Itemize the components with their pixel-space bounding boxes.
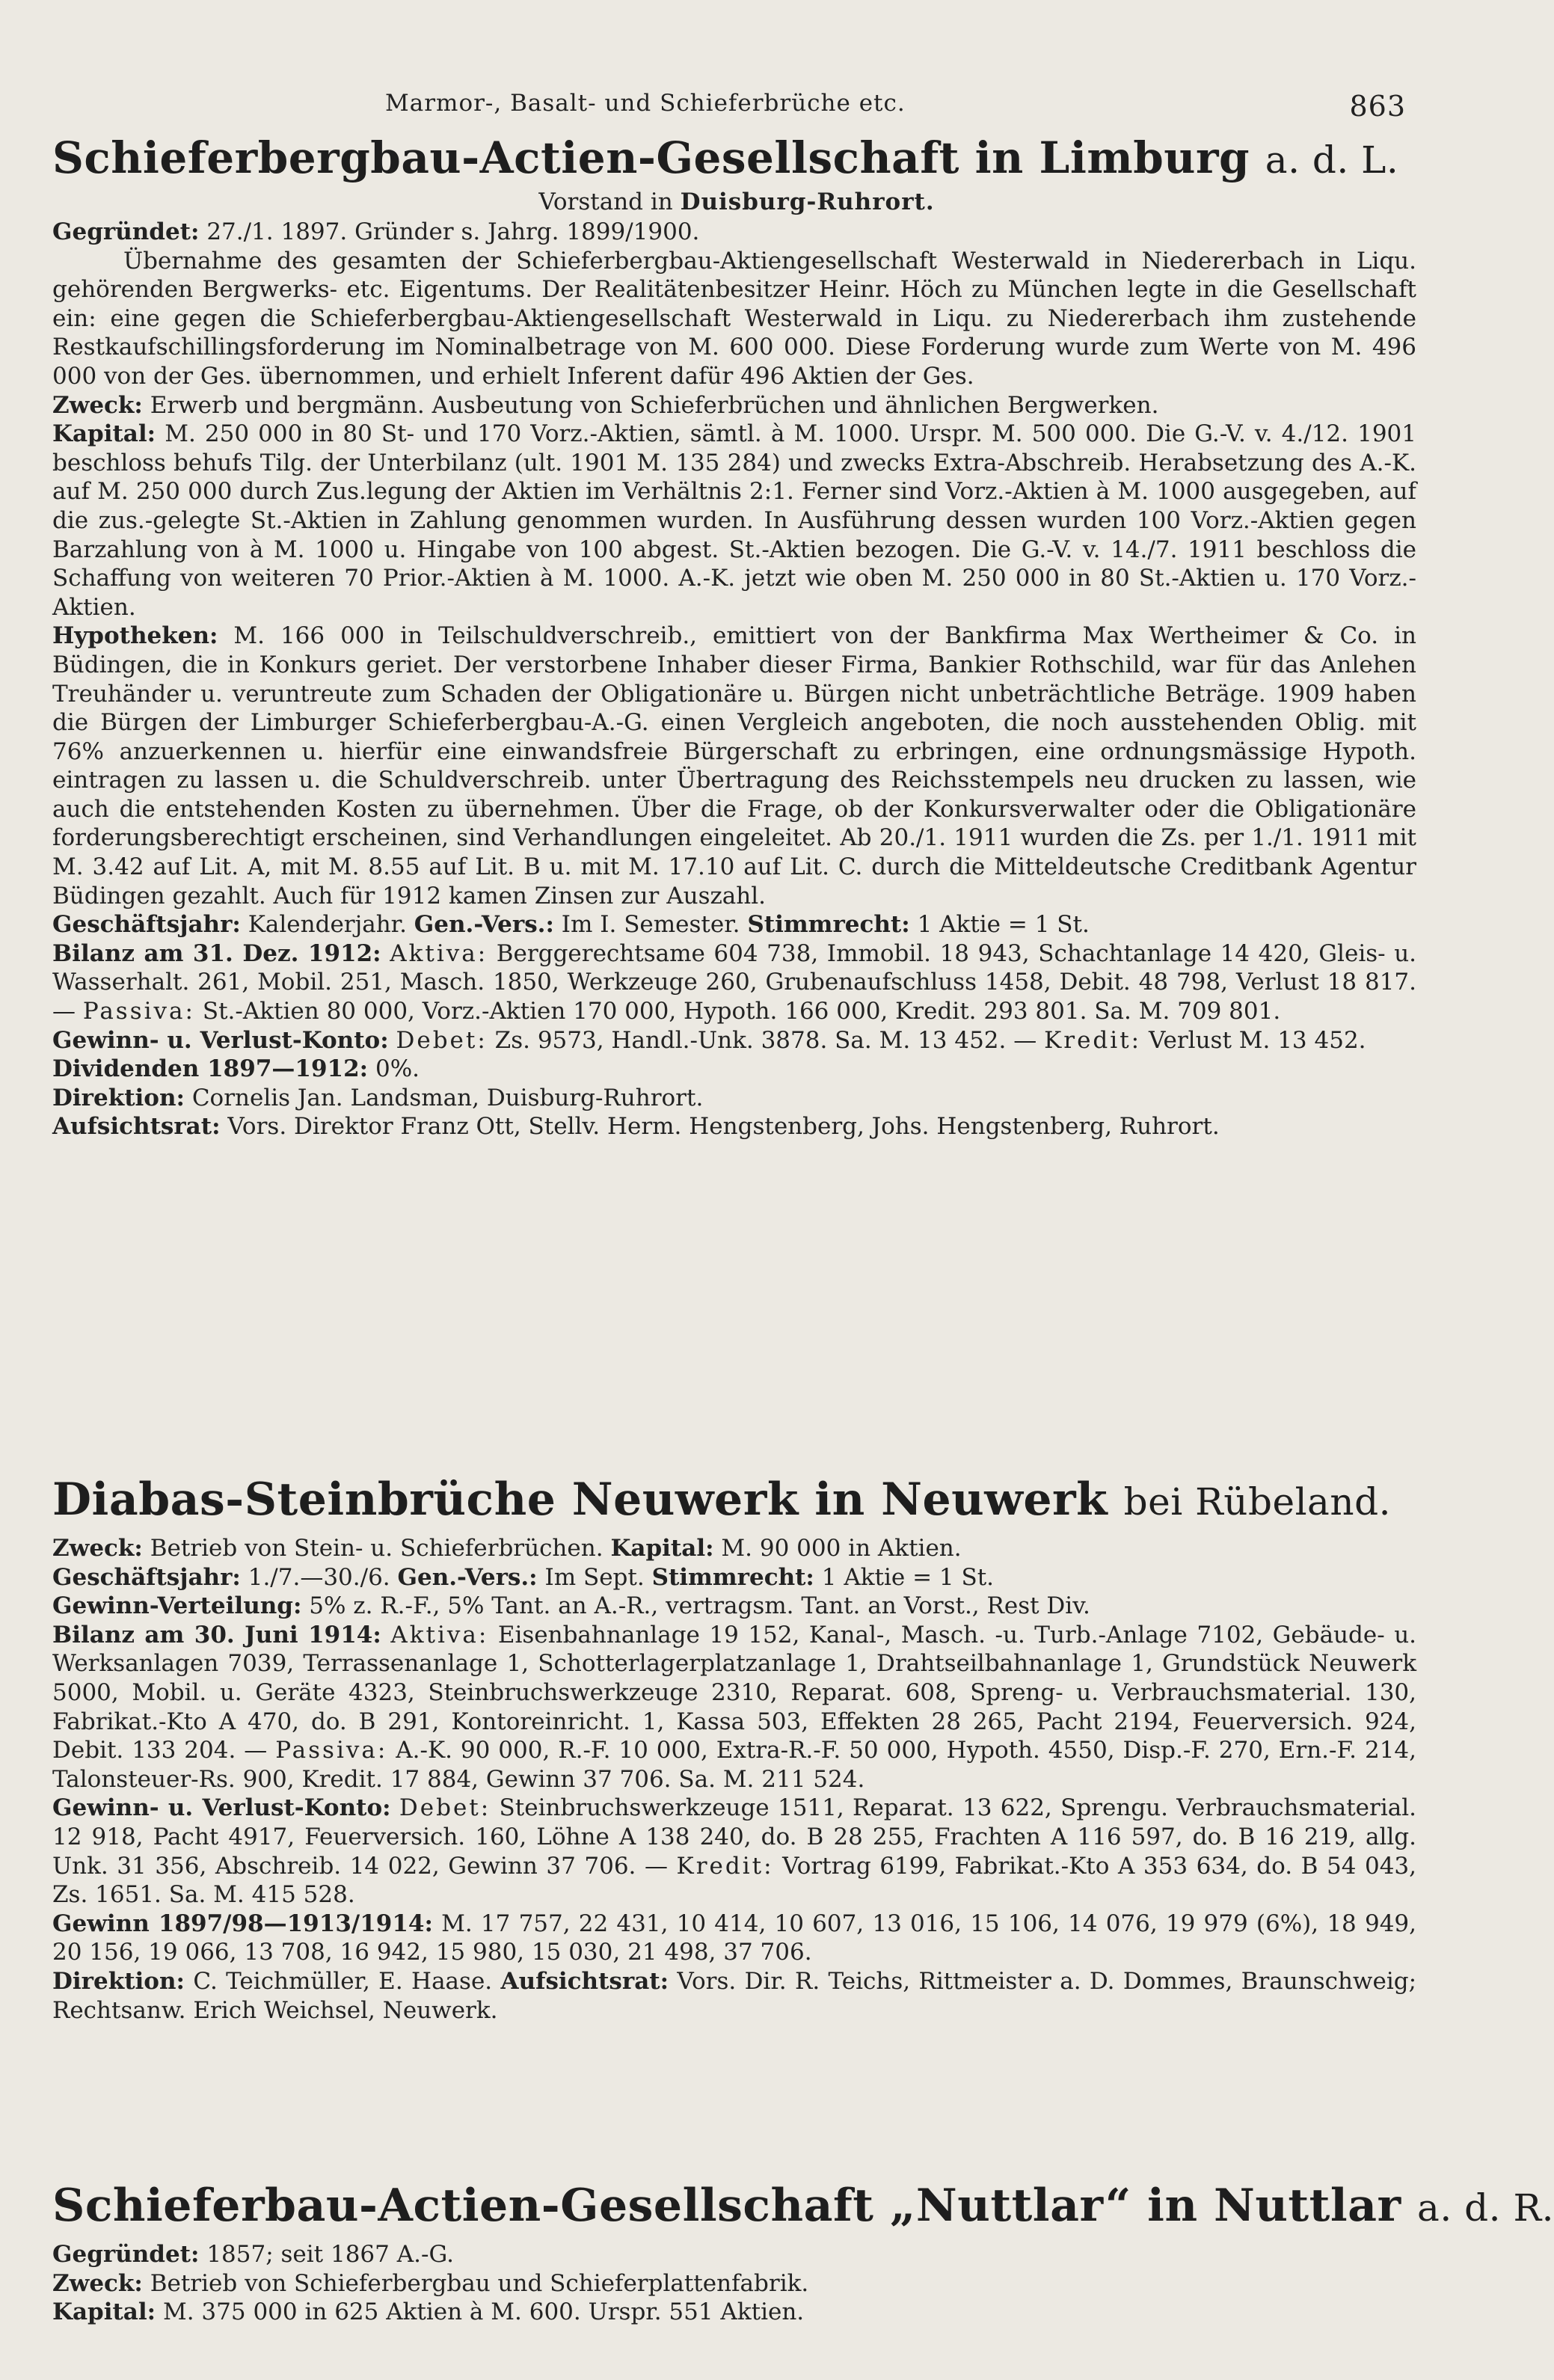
label: Kapital: — [52, 2298, 156, 2326]
label: Direktion: — [52, 1967, 185, 1995]
label: Gewinn- u. Verlust-Konto: — [52, 1026, 389, 1054]
debet-label: Debet: — [396, 1026, 488, 1054]
aufsichtsrat-para — [52, 1112, 1416, 1141]
label: Zweck: — [52, 2269, 143, 2297]
label: Bilanz am 30. Juni 1914: — [52, 1621, 381, 1648]
value: 5% z. R.-F., 5% Tant. an A.-R., vertragsm. Tant. an Vorst., Rest Div. — [309, 1592, 1090, 1620]
entry-title — [52, 2177, 1554, 2237]
value: M. 166 000 in Teilschuldverschreib., emittiert von der Bankfirma Max Wertheimer & Co. in Büdingen, die in Konkurs geriet. Der verstorbene Inhaber dieser Firma, Bankier Rothschild, war für das Anlehen Treuhänder u. veruntreute zum Schaden der Obligationäre u. Bürgen nicht unbeträchtliche Beträge. 1909 haben die Bürgen der Limburger Schieferbergbau-A.-G. einen Vergleich angeboten, die noch ausstehenden Oblig. mit 76% anzuerkennen u. hierfür eine einwandsfreie Bürgerschaft zu erbringen, eine ordnungsmässige Hypoth. eintragen zu lassen u. die Schuldverschreib. unter Übertragung des Reichsstempels neu drucken zu lassen, wie auch die entstehenden Kosten zu übernehmen. Über die Frage, ob der Konkursverwalter oder die Obligationäre forderungsberechtigt erscheinen, sind Verhandlungen eingeleitet. Ab 20./1. 1911 wurden die Zs. per 1./1. 1911 mit M. 3.42 auf Lit. A, mit M. 8.55 auf Lit. B u. mit M. 17.10 auf Lit. C. durch die Mitteldeutsche Creditbank Agentur Büdingen gezahlt. Auch für 1912 kamen Zinsen zur Auszahl. — [52, 622, 1416, 910]
value: 1 Aktie = 1 St. — [917, 911, 1090, 939]
label: Gen.-Vers.: — [414, 911, 554, 939]
kapital-para — [52, 420, 1416, 622]
entry-nuttlar — [52, 2177, 1554, 2327]
direktion-para — [52, 1967, 1416, 2025]
gewinn-para — [52, 1910, 1416, 1967]
value: St.-Aktien 80 000, Vorz.-Aktien 170 000, Hypoth. 166 000, Kredit. 293 801. Sa. M. 709 801. — [202, 998, 1281, 1025]
label: Gewinn 1897/98—1913/1914: — [52, 1910, 433, 1937]
value: 1 Aktie = 1 St. — [821, 1563, 995, 1591]
label: Dividenden 1897—1912: — [52, 1055, 369, 1083]
label: Stimmrecht: — [747, 911, 910, 939]
passiva-label: Passiva: — [275, 1737, 388, 1764]
label: Hypotheken: — [52, 622, 218, 650]
bilanz-para — [52, 939, 1416, 1026]
kredit-label: Kredit: — [676, 1852, 774, 1880]
aktiva-label: Aktiva: — [390, 1621, 489, 1648]
value: Betrieb von Stein- u. Schieferbrüchen. — [150, 1535, 604, 1562]
value: Erwerb und bergmänn. Ausbeutung von Schieferbrüchen und ähnlichen Bergwerken. — [150, 391, 1159, 419]
label: Zweck: — [52, 391, 143, 419]
label: Zweck: — [52, 1535, 143, 1562]
debet-label: Debet: — [399, 1794, 491, 1822]
value: M. 17 757, 22 431, 10 414, 10 607, 13 016, 15 106, 14 076, 19 979 (6%), 18 949, 20 156, 19 066, 13 708, 16 942, 15 980, 15 030, 21 498, 37 706. — [52, 1910, 1416, 1966]
value: Kalenderjahr. — [248, 911, 407, 939]
running-head — [52, 25, 1421, 130]
label: Direktion: — [52, 1084, 185, 1111]
label: Aufsichtsrat: — [52, 1113, 221, 1141]
entry-title-suffix: bei Rübeland. — [1123, 1480, 1391, 1524]
aktiva-label: Aktiva: — [390, 939, 488, 967]
zweck-para — [52, 2269, 1416, 2298]
document-page — [52, 25, 1554, 2329]
value: M. 90 000 in Aktien. — [721, 1535, 962, 1562]
label: Gewinn-Verteilung: — [52, 1592, 302, 1620]
vorstand-line — [52, 188, 1421, 216]
geschaeftsjahr-para — [52, 1563, 1416, 1592]
value: Vortrag 6199, Fabrikat.-Kto A 353 634, do. B 54 043, Zs. 1651. Sa. M. 415 528. — [52, 1852, 1417, 1909]
entry-body — [52, 1534, 1421, 2025]
entry-title-main: Schieferbergbau-Actien-Gesellschaft in Limburg — [52, 132, 1250, 183]
value: Eisenbahnanlage 19 152, Kanal-, Masch. -u. Turb.-Anlage 7102, Gebäude- u. Werksanlagen 7039, Terrassenanlage 1, Schotterlagerplatzanlage 1, Drahtseilbahnanlage 1, Grundstück Neuwerk 5000, Mobil. u. Geräte 4323, Steinbruchswerkzeuge 2310, Reparat. 608, Spreng- u. Verbrauchsmaterial. 130, Fabrikat.-Kto A 470, do. B 291, Kontoreinricht. 1, Kassa 503, Effekten 28 265, Pacht 2194, Feuerversich. 924, Debit. 133 204. — — [52, 1621, 1417, 1764]
gewinnverteilung-para — [52, 1592, 1416, 1621]
vorstand-label: Vorstand in — [538, 188, 673, 215]
page-number: 863 — [1349, 90, 1406, 123]
zweck-para — [52, 391, 1416, 420]
entry-neuwerk — [52, 1470, 1421, 2025]
entry-body — [52, 2240, 1421, 2327]
value: 1./7.—30./6. — [248, 1563, 390, 1591]
geschaeftsjahr-para — [52, 910, 1416, 939]
entry-title-suffix: a. d. R. — [1417, 2186, 1554, 2230]
value: Im Sept. — [544, 1563, 645, 1591]
value: Betrieb von Schieferbergbau und Schieferplattenfabrik. — [150, 2269, 809, 2297]
label: Bilanz am 31. Dez. 1912: — [52, 939, 381, 967]
guv-para — [52, 1026, 1416, 1055]
bilanz-para — [52, 1621, 1416, 1794]
value: Cornelis Jan. Landsman, Duisburg-Ruhrort. — [191, 1084, 704, 1111]
value: Im I. Semester. — [561, 911, 740, 939]
entry-title-main: Diabas-Steinbrüche Neuwerk in Neuwerk — [52, 1473, 1108, 1526]
value: Vors. Dir. R. Teichs, Rittmeister a. D. Dommes, Braunschweig; Rechtsanw. Erich Weichsel, Neuwerk. — [52, 1967, 1417, 2024]
hypotheken-para — [52, 622, 1416, 910]
gegruendet-para — [52, 218, 1416, 247]
label: Aufsichtsrat: — [500, 1967, 669, 1995]
value: Zs. 9573, Handl.-Unk. 3878. Sa. M. 13 452. — — [494, 1026, 1037, 1054]
running-head-title: Marmor-, Basalt- und Schieferbrüche etc. — [385, 90, 906, 117]
direktion-para — [52, 1084, 1416, 1113]
value: Steinbruchswerkzeuge 1511, Reparat. 13 622, Sprengu. Verbrauchsmaterial. 12 918, Pacht 4917, Feuerversich. 160, Löhne A 138 240, do. B 28 255, Frachten A 116 597, do. B 16 219, allg. Unk. 31 356, Abschreib. 14 022, Gewinn 37 706. — — [52, 1794, 1416, 1880]
label: Gewinn- u. Verlust-Konto: — [52, 1794, 391, 1822]
kapital-para — [52, 2298, 1416, 2327]
value: Vors. Direktor Franz Ott, Stellv. Herm. Hengstenberg, Johs. Hengstenberg, Ruhrort. — [227, 1113, 1220, 1141]
value: Berggerechtsame 604 738, Immobil. 18 943, Schachtanlage 14 420, Gleis- u. Wasserhalt. 261, Mobil. 251, Masch. 1850, Werkzeuge 260, Grubenaufschluss 1458, Debit. 48 798, Verlust 18 817. — — [52, 939, 1417, 1025]
intro-para: Übernahme des gesamten der Schieferbergbau-Aktiengesellschaft Westerwald in Niedererbach in Liqu. gehörenden Bergwerks- etc. Eigentums. Der Realitätenbesitzer Heinr. Höch zu München legte in die Gesellschaft ein: eine gegen die Schieferbergbau-Aktiengesellschaft Westerwald in Liqu. zu Niedererbach ihm zustehende Restkaufschillingsforderung im Nominalbetrage von M. 600 000. Diese Forderung wurde zum Werte von M. 496 000 von der Ges. übernommen, und erhielt Inferent dafür 496 Aktien der Ges. — [52, 247, 1416, 390]
value: Verlust M. 13 452. — [1148, 1026, 1366, 1054]
dividenden-para — [52, 1055, 1416, 1084]
label: Gegründet: — [52, 218, 200, 245]
value: C. Teichmüller, E. Haase. — [193, 1967, 493, 1995]
label: Stimmrecht: — [651, 1563, 814, 1591]
guv-para — [52, 1794, 1416, 1909]
label: Kapital: — [52, 420, 156, 448]
value: M. 250 000 in 80 St- und 170 Vorz.-Aktien, sämtl. à M. 1000. Urspr. M. 500 000. Die G.-V. v. 4./12. 1901 beschloss behufs Tilg. der Unterbilanz (ult. 1901 M. 135 284) und zwecks Extra-Abschreib. Herabsetzung des A.-K. auf M. 250 000 durch Zus.legung der Aktien im Verhältnis 2:1. Ferner sind Vorz.-Aktien à M. 1000 ausgegeben, auf die zus.-gelegte St.-Aktien in Zahlung genommen wurden. In Ausführung dessen wurden 100 Vorz.-Aktien gegen Barzahlung von à M. 1000 u. Hingabe von 100 abgest. St.-Aktien bezogen. Die G.-V. v. 14./7. 1911 beschloss die Schaffung von weiteren 70 Prior.-Aktien à M. 1000. A.-K. jetzt wie oben M. 250 000 in 80 St.-Aktien u. 170 Vorz.-Aktien. — [52, 420, 1416, 621]
entry-title — [52, 130, 1421, 188]
vorstand-place: Duisburg-Ruhrort. — [680, 188, 935, 215]
value: M. 375 000 in 625 Aktien à M. 600. Urspr. 551 Aktien. — [162, 2298, 805, 2326]
label: Kapital: — [610, 1535, 714, 1562]
kredit-label: Kredit: — [1044, 1026, 1142, 1054]
value: 1857; seit 1867 A.-G. — [206, 2241, 454, 2268]
label: Gen.-Vers.: — [397, 1563, 538, 1591]
zweck-para — [52, 1534, 1416, 1563]
value: 0%. — [375, 1055, 420, 1083]
label: Geschäftsjahr: — [52, 1563, 241, 1591]
entry-title-main: Schieferbau-Actien-Gesellschaft „Nuttlar“ in Nuttlar — [52, 2180, 1401, 2232]
entry-body — [52, 218, 1421, 1141]
gegruendet-para — [52, 2240, 1416, 2269]
entry-title-suffix: a. d. L. — [1265, 138, 1399, 182]
passiva-label: Passiva: — [82, 998, 195, 1025]
entry-limburg — [52, 130, 1421, 1141]
label: Gegründet: — [52, 2241, 200, 2268]
value: 27./1. 1897. Gründer s. Jahrg. 1899/1900. — [206, 218, 700, 245]
value: A.-K. 90 000, R.-F. 10 000, Extra-R.-F. 50 000, Hypoth. 4550, Disp.-F. 270, Ern.-F. 214, Talonsteuer-Rs. 900, Kredit. 17 884, Gewinn 37 706. Sa. M. 211 524. — [52, 1737, 1416, 1793]
entry-title — [52, 1470, 1421, 1531]
label: Geschäftsjahr: — [52, 911, 241, 939]
